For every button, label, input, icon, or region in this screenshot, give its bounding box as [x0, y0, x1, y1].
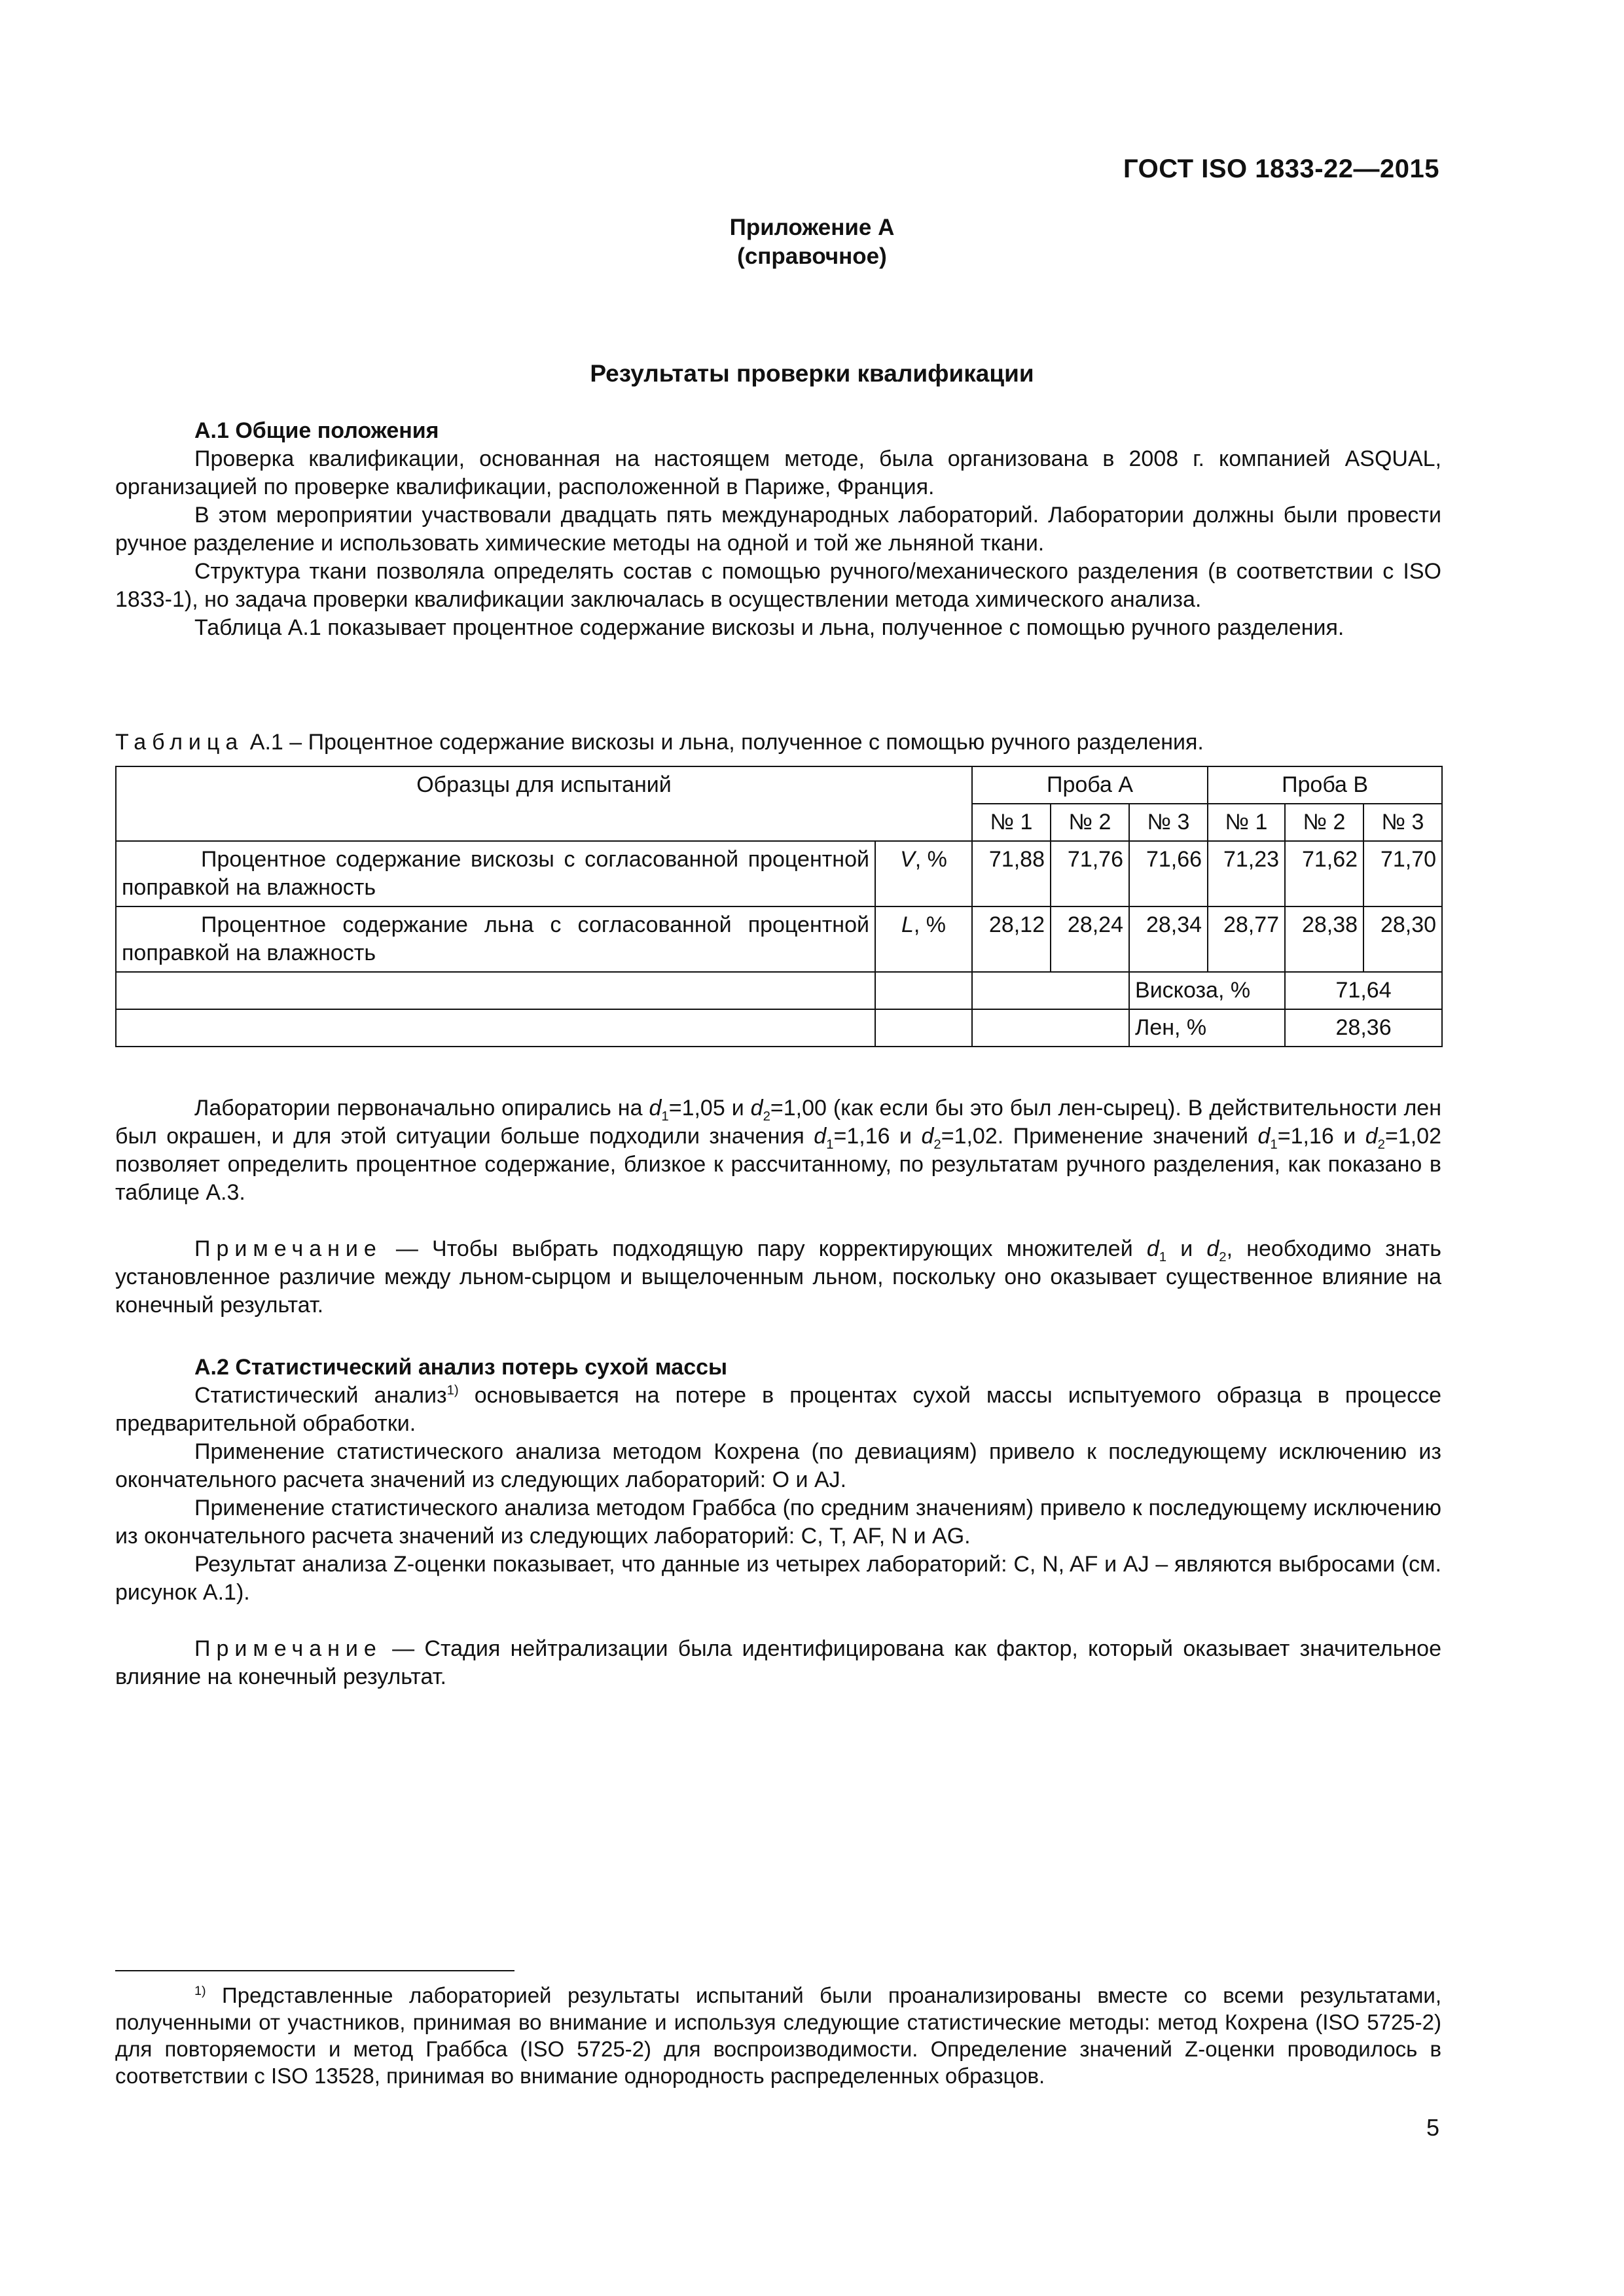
text-run: Лаборатории первоначально опирались на: [194, 1096, 649, 1121]
annex-subtitle: (справочное): [737, 243, 887, 269]
header-samples: Образцы для испытаний: [116, 766, 972, 841]
footnote: [115, 1982, 1441, 2089]
page-title: Результаты проверки квалификации: [590, 360, 1034, 387]
summary-value: 28,36: [1285, 1009, 1442, 1047]
coefficient-subscript: 1: [1270, 1137, 1278, 1152]
row-symbol-letter: L: [901, 912, 914, 937]
annex-heading: [0, 213, 1624, 271]
summary-value: 71,64: [1285, 972, 1442, 1009]
text-run: =1,00 (как если бы это был лен-сырец). В действительности лен был окрашен, и для этой ситуации больше подходили значения: [115, 1096, 1441, 1149]
text-run: =1,16 и: [833, 1124, 922, 1149]
document-code: ГОСТ ISO 1833-22—2015: [1123, 154, 1439, 183]
summary-row: [116, 972, 1442, 1009]
section-a2-heading: А.2 Статистический анализ потерь сухой массы: [194, 1355, 728, 1380]
table-cell: 28,12: [972, 906, 1051, 972]
coefficient-symbol: d: [1146, 1236, 1159, 1261]
table-cell: 71,88: [972, 841, 1051, 906]
coefficient-subscript: 2: [763, 1109, 770, 1124]
coefficient-symbol: d: [750, 1096, 763, 1121]
footnote-reference: 1): [446, 1383, 459, 1398]
section-a2-paragraph-3: Применение статистического анализа методом Граббса (по средним значениям) привело к последующему исключению из окончательного расчета значений из следующих лабораторий: С, Т, AF, N и AG.: [115, 1496, 1441, 1549]
section-a1-heading: А.1 Общие положения: [194, 418, 439, 443]
text-run: и: [1166, 1236, 1207, 1261]
section-a2: [115, 1354, 1441, 1691]
footnote-mark: 1): [194, 1984, 206, 1998]
spacer: [115, 1607, 1441, 1635]
note-1: [115, 1235, 1441, 1319]
coefficient-subscript: 2: [1219, 1249, 1227, 1265]
section-a1-paragraph-4: Таблица А.1 показывает процентное содержание вискозы и льна, полученное с помощью ручного разделения.: [194, 615, 1344, 640]
row-label: Процентное содержание льна с согласованной процентной поправкой на влажность: [116, 906, 875, 972]
coefficient-subscript: 1: [826, 1137, 834, 1152]
empty-cell: [116, 1009, 875, 1047]
summary-label: Вискоза, %: [1129, 972, 1285, 1009]
empty-cell: [972, 972, 1129, 1009]
section-a1-paragraph-2: В этом мероприятии участвовали двадцать пять международных лабораторий. Лаборатории должны были провести ручное разделение и использовать химические методы на одной и той же льняной ткани.: [115, 503, 1441, 556]
table-caption: [115, 730, 1204, 755]
annex-title: Приложение А: [729, 215, 895, 240]
header-group-b: Проба В: [1208, 766, 1442, 804]
table-cell: 71,76: [1051, 841, 1129, 906]
header-sample-number: № 1: [972, 804, 1051, 841]
text-run: Статистический анализ: [194, 1383, 447, 1408]
header-sample-number: № 2: [1051, 804, 1129, 841]
empty-cell: [875, 1009, 972, 1047]
table-header-row: [116, 766, 1442, 804]
note-label: Примечание: [194, 1236, 382, 1261]
row-symbol: [875, 906, 972, 972]
coefficient-symbol: d: [814, 1124, 827, 1149]
text-run: =1,02 позволяет определить процентное содержание, близкое к рассчитанному, по результатам ручного разделения, как показано в таблице А.3.: [115, 1124, 1441, 1205]
section-a2-paragraph-1: [115, 1382, 1441, 1438]
table-cell: 28,77: [1208, 906, 1285, 972]
coefficient-symbol: d: [1206, 1236, 1219, 1261]
table-cell: 71,62: [1285, 841, 1363, 906]
empty-cell: [116, 972, 875, 1009]
footnote-text: Представленные лабораторией результаты испытаний были проанализированы вместе со всеми результатами, полученными от участников, принимая во внимание и используя следующие статистические методы: метод Кохрена (ISO 5725-2) для повторяемости и метод Граббса (ISO 5725-2) для воспроизводимости. Определение значений Z-оценки проводилось в соответствии с ISO 13528, принимая во внимание однородность распределенных образцов.: [115, 1983, 1441, 2088]
empty-cell: [972, 1009, 1129, 1047]
table-cell: 71,23: [1208, 841, 1285, 906]
row-symbol-unit: , %: [914, 847, 947, 872]
empty-cell: [875, 972, 972, 1009]
header-group-a: Проба А: [972, 766, 1208, 804]
footnote-separator: [115, 1970, 514, 1971]
coefficient-symbol: d: [1365, 1124, 1378, 1149]
row-symbol: [875, 841, 972, 906]
table-cell: 28,24: [1051, 906, 1129, 972]
coefficient-symbol: d: [921, 1124, 934, 1149]
coefficient-symbol: d: [1257, 1124, 1271, 1149]
row-symbol-letter: V: [900, 847, 915, 872]
page-number: 5: [1426, 2114, 1439, 2141]
header-sample-number: № 2: [1285, 804, 1363, 841]
results-table: [115, 766, 1443, 1047]
row-symbol-unit: , %: [913, 912, 947, 937]
table-cell: 71,66: [1129, 841, 1208, 906]
note-2: [115, 1635, 1441, 1691]
text-run: , необходимо знать установленное различие между льном-сырцом и выщелоченным льном, поскольку оно оказывает существенное влияние на конечный результат.: [115, 1236, 1441, 1318]
header-sample-number: № 3: [1363, 804, 1442, 841]
text-run: — Чтобы выбрать подходящую пару корректирующих множителей: [382, 1236, 1147, 1261]
section-a1-paragraph-3: Структура ткани позволяла определять состав с помощью ручного/механического разделения (в соответствии с ISO 1833-1), но задача проверки квалификации заключалась в осуществлении метода химического анализа.: [115, 559, 1441, 612]
table-cell: 28,30: [1363, 906, 1442, 972]
coefficient-subscript: 1: [1159, 1249, 1167, 1265]
table-row: [116, 841, 1442, 906]
table-cell: 28,34: [1129, 906, 1208, 972]
table-cell: 28,38: [1285, 906, 1363, 972]
table-row: [116, 906, 1442, 972]
table-caption-text: А.1 – Процентное содержание вискозы и льна, полученное с помощью ручного разделения.: [249, 730, 1204, 755]
spacer: [115, 1207, 1441, 1235]
coefficient-subscript: 2: [933, 1137, 941, 1152]
table-caption-label: Таблица: [115, 730, 244, 755]
table-cell: 71,70: [1363, 841, 1442, 906]
text-run: основывается на потере в процентах сухой массы испытуемого образца в процессе предварительной обработки.: [115, 1383, 1441, 1436]
header-sample-number: № 1: [1208, 804, 1285, 841]
section-a1: [115, 417, 1441, 642]
section-a2-paragraph-2: Применение статистического анализа методом Кохрена (по девиациям) привело к последующему исключению из окончательного расчета значений из следующих лабораторий: О и AJ.: [115, 1439, 1441, 1492]
summary-label: Лен, %: [1129, 1009, 1285, 1047]
summary-row: [116, 1009, 1442, 1047]
text-run: =1,16 и: [1277, 1124, 1365, 1149]
text-run: =1,02. Применение значений: [941, 1124, 1258, 1149]
row-label: Процентное содержание вискозы с согласованной процентной поправкой на влажность: [116, 841, 875, 906]
section-a2-paragraph-4: Результат анализа Z-оценки показывает, что данные из четырех лабораторий: С, N, AF и AJ – являются выбросами (см. рисунок А.1).: [115, 1552, 1441, 1605]
section-a1-paragraph-1: Проверка квалификации, основанная на настоящем методе, была организована в 2008 г. компанией ASQUAL, организацией по проверке квалификации, расположенной в Париже, Франция.: [115, 446, 1441, 499]
text-run: =1,05 и: [668, 1096, 751, 1121]
coefficient-symbol: d: [649, 1096, 662, 1121]
post-table-text: [115, 1094, 1441, 1319]
header-sample-number: № 3: [1129, 804, 1208, 841]
note-label: Примечание: [194, 1636, 382, 1661]
text-run: — Стадия нейтрализации была идентифицирована как фактор, который оказывает значительное влияние на конечный результат.: [115, 1636, 1441, 1689]
coefficient-subscript: 2: [1377, 1137, 1385, 1152]
coefficients-paragraph: [115, 1094, 1441, 1207]
coefficient-subscript: 1: [661, 1109, 669, 1124]
